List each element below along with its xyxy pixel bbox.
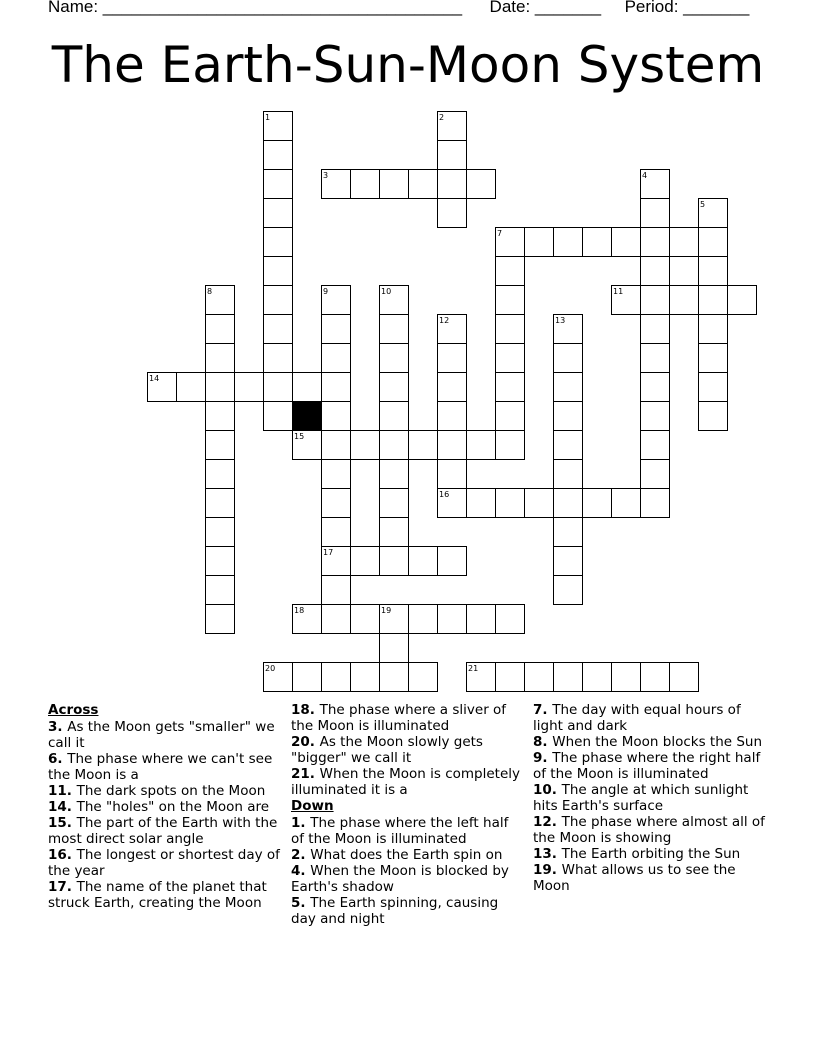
grid-cell[interactable] — [206, 489, 235, 518]
grid-cell[interactable] — [206, 344, 235, 373]
grid-cell[interactable] — [438, 547, 467, 576]
grid-cell[interactable] — [380, 402, 409, 431]
grid-cell[interactable] — [322, 663, 351, 692]
clue-text: What allows us to see the Moon — [533, 862, 736, 894]
grid-cell[interactable] — [554, 228, 583, 257]
clue-number-label: 10 — [381, 287, 392, 296]
grid-cell[interactable] — [206, 605, 235, 634]
grid-cell[interactable] — [438, 199, 467, 228]
grid-cell[interactable] — [409, 170, 438, 199]
grid-cell[interactable] — [177, 373, 206, 402]
grid-cell[interactable] — [554, 344, 583, 373]
clue-number: 3. — [48, 719, 68, 735]
grid-cell[interactable] — [641, 344, 670, 373]
grid-cell[interactable] — [438, 431, 467, 460]
grid-cell[interactable] — [380, 663, 409, 692]
grid-cell[interactable] — [380, 634, 409, 663]
clue-item — [533, 846, 765, 862]
grid-cell[interactable] — [264, 257, 293, 286]
grid-cell[interactable] — [496, 605, 525, 634]
grid-cell[interactable] — [438, 460, 467, 489]
clue-number-label: 8 — [207, 287, 213, 296]
period-field-label: Period: _______ — [624, 0, 750, 16]
grid-cell[interactable] — [322, 373, 351, 402]
clue-number: 5. — [291, 895, 311, 911]
clue-text: The Earth spinning, causing day and night — [291, 895, 499, 927]
grid-cell[interactable] — [496, 489, 525, 518]
grid-cell[interactable] — [641, 431, 670, 460]
grid-cell[interactable] — [554, 576, 583, 605]
grid-cell[interactable] — [496, 286, 525, 315]
grid-cell[interactable] — [496, 402, 525, 431]
grid-cell[interactable] — [380, 170, 409, 199]
grid-cell[interactable] — [322, 315, 351, 344]
grid-cell[interactable] — [699, 286, 728, 315]
grid-cell[interactable] — [670, 286, 699, 315]
clue-text: The phase where we can't see the Moon is a — [48, 751, 273, 783]
grid-cell[interactable] — [264, 402, 293, 431]
clue-number: 10. — [533, 782, 562, 798]
grid-cell[interactable] — [670, 663, 699, 692]
clue-number-label: 11 — [613, 287, 624, 296]
grid-cell[interactable] — [235, 373, 264, 402]
clue-number-label: 18 — [294, 606, 305, 615]
clue-text: What does the Earth spin on — [310, 847, 503, 863]
clue-number-label: 7 — [497, 229, 503, 238]
grid-block — [293, 402, 322, 431]
clue-number-label: 9 — [323, 287, 329, 296]
clue-column-2 — [291, 702, 523, 927]
grid-cell[interactable] — [554, 518, 583, 547]
clue-number: 19. — [533, 862, 562, 878]
grid-cell[interactable] — [467, 431, 496, 460]
grid-cell[interactable] — [699, 344, 728, 373]
grid-cell[interactable] — [206, 431, 235, 460]
clue-item — [533, 814, 765, 846]
clue-item — [291, 734, 523, 766]
clue-text: The "holes" on the Moon are — [76, 799, 270, 815]
grid-cell[interactable] — [351, 170, 380, 199]
grid-cell[interactable] — [322, 576, 351, 605]
clue-item — [48, 783, 280, 799]
grid-cell[interactable] — [641, 460, 670, 489]
grid-cell[interactable] — [699, 373, 728, 402]
grid-cell[interactable] — [264, 199, 293, 228]
clue-item — [291, 815, 523, 847]
clue-text: The longest or shortest day of the year — [48, 847, 280, 879]
clue-number: 2. — [291, 847, 311, 863]
grid-cell[interactable] — [380, 344, 409, 373]
clue-number: 20. — [291, 734, 320, 750]
grid-cell[interactable] — [264, 344, 293, 373]
grid-cell[interactable] — [641, 199, 670, 228]
grid-cell[interactable] — [380, 315, 409, 344]
grid-cell[interactable] — [380, 373, 409, 402]
clue-text: The phase where the right half of the Moon is illuminated — [533, 750, 761, 782]
grid-cell[interactable] — [206, 518, 235, 547]
clue-number: 12. — [533, 814, 562, 830]
clue-number: 15. — [48, 815, 77, 831]
grid-cell[interactable] — [699, 257, 728, 286]
grid-cell[interactable] — [554, 402, 583, 431]
grid-cell[interactable] — [206, 315, 235, 344]
clue-number: 7. — [533, 702, 553, 718]
clue-number: 21. — [291, 766, 320, 782]
grid-cell[interactable] — [438, 605, 467, 634]
grid-cell[interactable] — [264, 315, 293, 344]
clue-number: 18. — [291, 702, 320, 718]
grid-cell[interactable] — [380, 547, 409, 576]
grid-cell[interactable] — [380, 431, 409, 460]
clue-text: When the Moon is blocked by Earth's shadow — [291, 863, 509, 895]
grid-cell[interactable] — [641, 402, 670, 431]
clue-text: As the Moon gets "smaller" we call it — [48, 719, 275, 751]
clue-item — [533, 750, 765, 782]
grid-cell[interactable] — [293, 663, 322, 692]
across-heading: Across — [48, 702, 99, 718]
clue-number: 14. — [48, 799, 77, 815]
clue-text: When the Moon blocks the Sun — [552, 734, 763, 750]
clue-number-label: 20 — [265, 664, 276, 673]
grid-cell[interactable] — [438, 141, 467, 170]
clue-item — [533, 734, 765, 750]
grid-cell[interactable] — [322, 402, 351, 431]
grid-cell[interactable] — [496, 431, 525, 460]
clue-item — [291, 766, 523, 798]
grid-cell[interactable] — [699, 315, 728, 344]
clue-item — [48, 799, 280, 815]
clue-number: 11. — [48, 783, 77, 799]
grid-cell[interactable] — [641, 489, 670, 518]
clue-column-3 — [533, 702, 765, 894]
clue-number: 6. — [48, 751, 68, 767]
grid-cell[interactable] — [641, 257, 670, 286]
date-field-label: Date: _______ — [489, 0, 602, 16]
clue-item — [291, 847, 523, 863]
grid-cell[interactable] — [612, 489, 641, 518]
clue-number: 13. — [533, 846, 562, 862]
grid-cell[interactable] — [496, 344, 525, 373]
grid-cell[interactable] — [351, 663, 380, 692]
grid-cell[interactable] — [351, 431, 380, 460]
grid-cell[interactable] — [409, 663, 438, 692]
clue-number: 1. — [291, 815, 311, 831]
clue-item — [291, 863, 523, 895]
clue-number: 17. — [48, 879, 77, 895]
page-title: The Earth-Sun-Moon System — [51, 36, 765, 94]
down-heading: Down — [291, 798, 334, 814]
grid-cell[interactable] — [670, 228, 699, 257]
grid-cell[interactable] — [467, 489, 496, 518]
clue-text: The day with equal hours of light and dark — [533, 702, 741, 734]
grid-cell[interactable] — [206, 576, 235, 605]
grid-cell[interactable] — [699, 402, 728, 431]
grid-cell[interactable] — [380, 518, 409, 547]
grid-cell[interactable] — [380, 489, 409, 518]
grid-cell[interactable] — [322, 489, 351, 518]
clue-number-label: 13 — [555, 316, 566, 325]
grid-cell[interactable] — [641, 663, 670, 692]
clue-number: 16. — [48, 847, 77, 863]
grid-cell[interactable] — [409, 605, 438, 634]
clue-text: The phase where the left half of the Moon is illuminated — [291, 815, 509, 847]
clue-number-label: 3 — [323, 171, 329, 180]
clue-item — [48, 719, 280, 751]
name-field-label: Name: ______________________________________ — [48, 0, 463, 16]
clue-item — [291, 702, 523, 734]
grid-cell[interactable] — [612, 663, 641, 692]
clue-text: As the Moon slowly gets "bigger" we call it — [291, 734, 483, 766]
clue-number: 4. — [291, 863, 311, 879]
grid-cell[interactable] — [728, 286, 757, 315]
grid-cell[interactable] — [699, 228, 728, 257]
clue-number-label: 21 — [468, 664, 479, 673]
clue-text: When the Moon is completely illuminated it is a — [291, 766, 521, 798]
grid-cell[interactable] — [467, 170, 496, 199]
grid-cell[interactable] — [264, 228, 293, 257]
grid-cell[interactable] — [641, 228, 670, 257]
grid-cell[interactable] — [554, 663, 583, 692]
grid-cell[interactable] — [525, 663, 554, 692]
grid-cell[interactable] — [525, 228, 554, 257]
clue-item — [533, 702, 765, 734]
clue-text: The phase where a sliver of the Moon is illuminated — [291, 702, 507, 734]
clue-number-label: 1 — [265, 113, 271, 122]
clue-number-label: 2 — [439, 113, 445, 122]
grid-cell[interactable] — [293, 373, 322, 402]
clue-number: 8. — [533, 734, 553, 750]
grid-cell[interactable] — [554, 373, 583, 402]
grid-cell[interactable] — [409, 431, 438, 460]
grid-cell[interactable] — [438, 344, 467, 373]
clue-text: The dark spots on the Moon — [76, 783, 266, 799]
clue-text: The Earth orbiting the Sun — [561, 846, 741, 862]
grid-cell[interactable] — [496, 373, 525, 402]
grid-cell[interactable] — [206, 373, 235, 402]
grid-cell[interactable] — [351, 605, 380, 634]
grid-cell[interactable] — [322, 431, 351, 460]
clue-item — [48, 847, 280, 879]
clue-item — [533, 862, 765, 894]
clue-item — [48, 879, 280, 911]
grid-cell[interactable] — [525, 489, 554, 518]
clue-number-label: 12 — [439, 316, 450, 325]
grid-cell[interactable] — [583, 489, 612, 518]
clue-text: The angle at which sunlight hits Earth's surface — [533, 782, 749, 814]
grid-cell[interactable] — [322, 605, 351, 634]
grid-cell[interactable] — [554, 547, 583, 576]
clue-number-label: 16 — [439, 490, 450, 499]
grid-cell[interactable] — [496, 257, 525, 286]
grid-cell[interactable] — [264, 141, 293, 170]
grid-cell[interactable] — [409, 547, 438, 576]
clue-column-1 — [48, 702, 280, 911]
clue-number-label: 15 — [294, 432, 305, 441]
grid-cell[interactable] — [612, 228, 641, 257]
grid-cell[interactable] — [322, 460, 351, 489]
grid-cell[interactable] — [583, 663, 612, 692]
clue-number-label: 4 — [642, 171, 648, 180]
grid-cell[interactable] — [554, 431, 583, 460]
clue-number-label: 14 — [149, 374, 160, 383]
grid-cell[interactable] — [206, 402, 235, 431]
grid-cell[interactable] — [264, 286, 293, 315]
grid-cell[interactable] — [322, 344, 351, 373]
grid-cell[interactable] — [438, 402, 467, 431]
clue-item — [533, 782, 765, 814]
clue-item — [48, 815, 280, 847]
grid-cell[interactable] — [641, 315, 670, 344]
clue-number: 9. — [533, 750, 553, 766]
grid-cell[interactable] — [206, 460, 235, 489]
grid-cell[interactable] — [641, 373, 670, 402]
grid-cell[interactable] — [351, 547, 380, 576]
grid-cell[interactable] — [264, 170, 293, 199]
grid-cell[interactable] — [583, 228, 612, 257]
clue-number-label: 5 — [700, 200, 706, 209]
grid-cell[interactable] — [641, 286, 670, 315]
clue-text: The phase where almost all of the Moon is showing — [533, 814, 765, 846]
grid-cell[interactable] — [554, 489, 583, 518]
clue-text: The part of the Earth with the most direct solar angle — [48, 815, 278, 847]
grid-cell[interactable] — [206, 547, 235, 576]
grid-cell[interactable] — [380, 460, 409, 489]
clue-item — [48, 751, 280, 783]
grid-cell[interactable] — [554, 460, 583, 489]
grid-cell[interactable] — [322, 518, 351, 547]
clue-item — [291, 895, 523, 927]
clue-text: The name of the planet that struck Earth, creating the Moon — [48, 879, 267, 911]
grid-cell[interactable] — [264, 373, 293, 402]
grid-cell[interactable] — [438, 170, 467, 199]
grid-cell[interactable] — [496, 663, 525, 692]
clue-number-label: 17 — [323, 548, 334, 557]
grid-cell[interactable] — [467, 605, 496, 634]
grid-cell[interactable] — [496, 315, 525, 344]
clue-number-label: 19 — [381, 606, 392, 615]
grid-cell[interactable] — [438, 373, 467, 402]
